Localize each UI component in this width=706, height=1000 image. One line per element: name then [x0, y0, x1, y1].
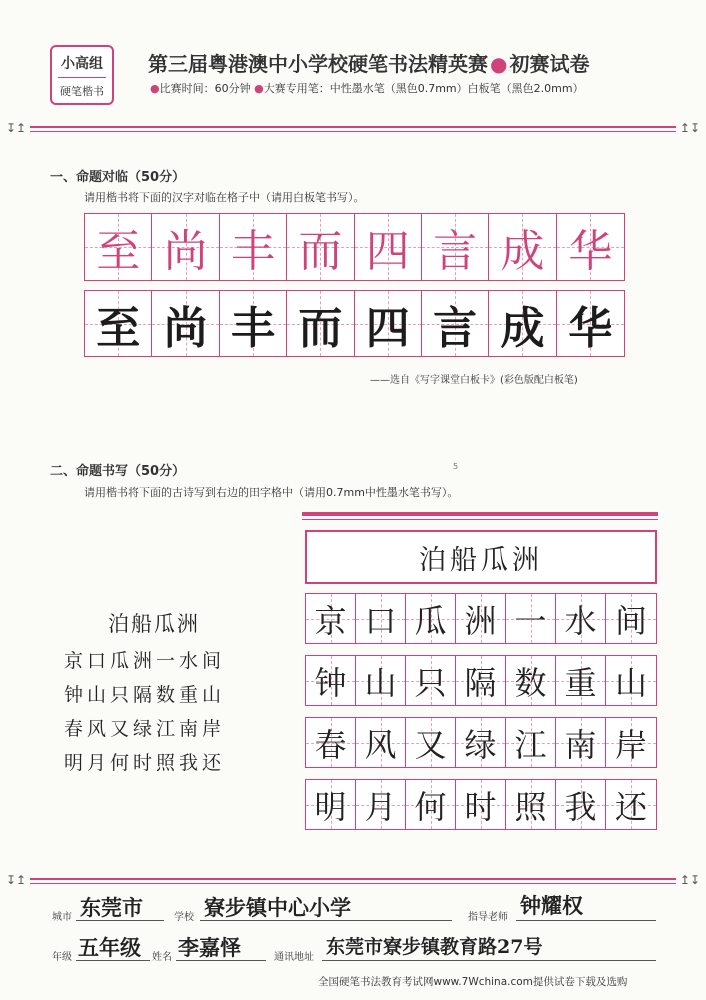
- arrow-right-icon: ↥↧: [679, 121, 700, 135]
- poem-line: 春风又绿江南岸: [64, 718, 226, 740]
- teacher-value[interactable]: 钟耀权: [520, 893, 583, 918]
- answer-cell[interactable]: 南: [556, 718, 606, 767]
- answer-cell[interactable]: 月: [356, 780, 406, 829]
- answer-cell[interactable]: 春: [306, 718, 356, 767]
- name-value[interactable]: 李嘉怿: [178, 935, 241, 960]
- copy-cell[interactable]: 而: [287, 291, 354, 356]
- answer-cell[interactable]: 重: [556, 656, 606, 705]
- answer-cell[interactable]: 照: [506, 780, 556, 829]
- answer-cell[interactable]: 岸: [606, 718, 656, 767]
- exam-time: 比赛时间：60分钟: [159, 82, 251, 95]
- city-label: 城市: [52, 912, 72, 923]
- answer-row[interactable]: [305, 779, 657, 830]
- school-label: 学校: [174, 912, 194, 923]
- answer-cell[interactable]: 洲: [456, 594, 506, 643]
- title-main: 第三届粤港澳中小学校硬笔书法精英赛: [148, 52, 488, 76]
- poem-line: 明月何时照我还: [64, 752, 226, 774]
- school-value[interactable]: 寮步镇中心小学: [204, 895, 351, 920]
- answer-cell[interactable]: 一: [506, 594, 556, 643]
- answer-cell[interactable]: 只: [406, 656, 456, 705]
- answer-cell[interactable]: 口: [356, 594, 406, 643]
- city-value[interactable]: 东莞市: [80, 895, 143, 920]
- category-badge: [50, 45, 114, 105]
- copy-cell[interactable]: 成: [489, 291, 556, 356]
- answer-row[interactable]: [305, 593, 657, 644]
- poem-title: 泊船瓜洲: [108, 612, 200, 636]
- badge-divider: [58, 77, 106, 78]
- footer-divider: [0, 873, 706, 888]
- answer-cell[interactable]: 山: [356, 656, 406, 705]
- answer-cell[interactable]: 京: [306, 594, 356, 643]
- address-label: 通讯地址: [274, 952, 314, 963]
- model-cell: 丰: [220, 214, 287, 280]
- teacher-underline: [516, 920, 656, 921]
- section1-heading: 一、命题对临（50分）: [50, 170, 186, 185]
- city-underline: [76, 920, 164, 921]
- answer-cell[interactable]: 间: [606, 594, 656, 643]
- answer-cell[interactable]: 钟: [306, 656, 356, 705]
- answer-cell[interactable]: 绿: [456, 718, 506, 767]
- model-cell: 而: [287, 214, 354, 280]
- badge-style-label: 硬笔楷书: [60, 85, 104, 98]
- teacher-label: 指导老师: [468, 912, 508, 923]
- exam-pens: 大赛专用笔：中性墨水笔（黑色0.7mm）白板笔（黑色2.0mm）: [263, 82, 584, 95]
- grade-underline: [76, 960, 150, 961]
- model-cell: 尚: [152, 214, 219, 280]
- title-tail: 初赛试卷: [509, 52, 590, 76]
- answer-row[interactable]: [305, 655, 657, 706]
- model-cell: 四: [355, 214, 422, 280]
- poem-line: 京口瓜洲一水间: [64, 650, 226, 672]
- bullet-icon: ●: [254, 82, 264, 95]
- answer-cell[interactable]: 水: [556, 594, 606, 643]
- header-divider: [0, 121, 706, 136]
- grade-label: 年级: [52, 952, 72, 963]
- model-character-row: [84, 213, 625, 281]
- answer-cell[interactable]: 隔: [456, 656, 506, 705]
- page-mark: 5: [453, 462, 459, 471]
- copy-character-row[interactable]: [84, 290, 625, 357]
- answer-frame-top: [302, 512, 658, 520]
- arrow-left-icon: ↧↥: [6, 121, 27, 135]
- address-value[interactable]: 东莞市寮步镇教育路27号: [326, 936, 543, 958]
- section2-instructions: 请用楷书将下面的古诗写到右边的田字格中（请用0.7mm中性墨水笔书写）。: [84, 486, 459, 499]
- model-cell: 华: [557, 214, 624, 280]
- name-underline: [176, 960, 266, 961]
- copy-cell[interactable]: 华: [557, 291, 624, 356]
- badge-group-label: 小高组: [61, 56, 103, 72]
- answer-cell[interactable]: 又: [406, 718, 456, 767]
- answer-cell[interactable]: 还: [606, 780, 656, 829]
- poem-line: 钟山只隔数重山: [64, 684, 226, 706]
- page-title: [148, 48, 589, 77]
- arrow-right-icon: ↥↧: [679, 873, 700, 887]
- answer-cell[interactable]: 何: [406, 780, 456, 829]
- model-cell: 至: [85, 214, 152, 280]
- address-underline: [322, 960, 656, 961]
- answer-cell[interactable]: 我: [556, 780, 606, 829]
- answer-cell[interactable]: 江: [506, 718, 556, 767]
- source-credit: ——选自《写字课堂白板卡》(彩色版配白板笔): [370, 375, 578, 386]
- name-label: 姓名: [152, 952, 172, 963]
- copy-cell[interactable]: 言: [422, 291, 489, 356]
- answer-title-box[interactable]: [305, 530, 657, 584]
- answer-row[interactable]: [305, 717, 657, 768]
- section1-instructions: 请用楷书将下面的汉字对临在格子中（请用白板笔书写）。: [84, 191, 365, 204]
- model-cell: 成: [489, 214, 556, 280]
- section2-heading: 二、命题书写（50分）: [50, 464, 186, 479]
- answer-title: 泊船瓜洲: [419, 544, 543, 576]
- model-cell: 言: [422, 214, 489, 280]
- exam-info: [150, 80, 584, 96]
- bullet-icon: ●: [150, 82, 160, 95]
- copy-cell[interactable]: 尚: [152, 291, 219, 356]
- answer-cell[interactable]: 山: [606, 656, 656, 705]
- copy-cell[interactable]: 丰: [220, 291, 287, 356]
- answer-cell[interactable]: 风: [356, 718, 406, 767]
- copy-cell[interactable]: 四: [355, 291, 422, 356]
- grade-value[interactable]: 五年级: [78, 935, 141, 960]
- copy-cell[interactable]: 至: [85, 291, 152, 356]
- arrow-left-icon: ↧↥: [6, 873, 27, 887]
- school-underline: [200, 920, 452, 921]
- footer-note: 全国硬笔书法教育考试网www.7Wchina.com提供试卷下载及选购: [318, 976, 628, 988]
- answer-cell[interactable]: 数: [506, 656, 556, 705]
- answer-cell[interactable]: 瓜: [406, 594, 456, 643]
- answer-cell[interactable]: 时: [456, 780, 506, 829]
- title-dot-icon: ●: [490, 52, 508, 76]
- answer-cell[interactable]: 明: [306, 780, 356, 829]
